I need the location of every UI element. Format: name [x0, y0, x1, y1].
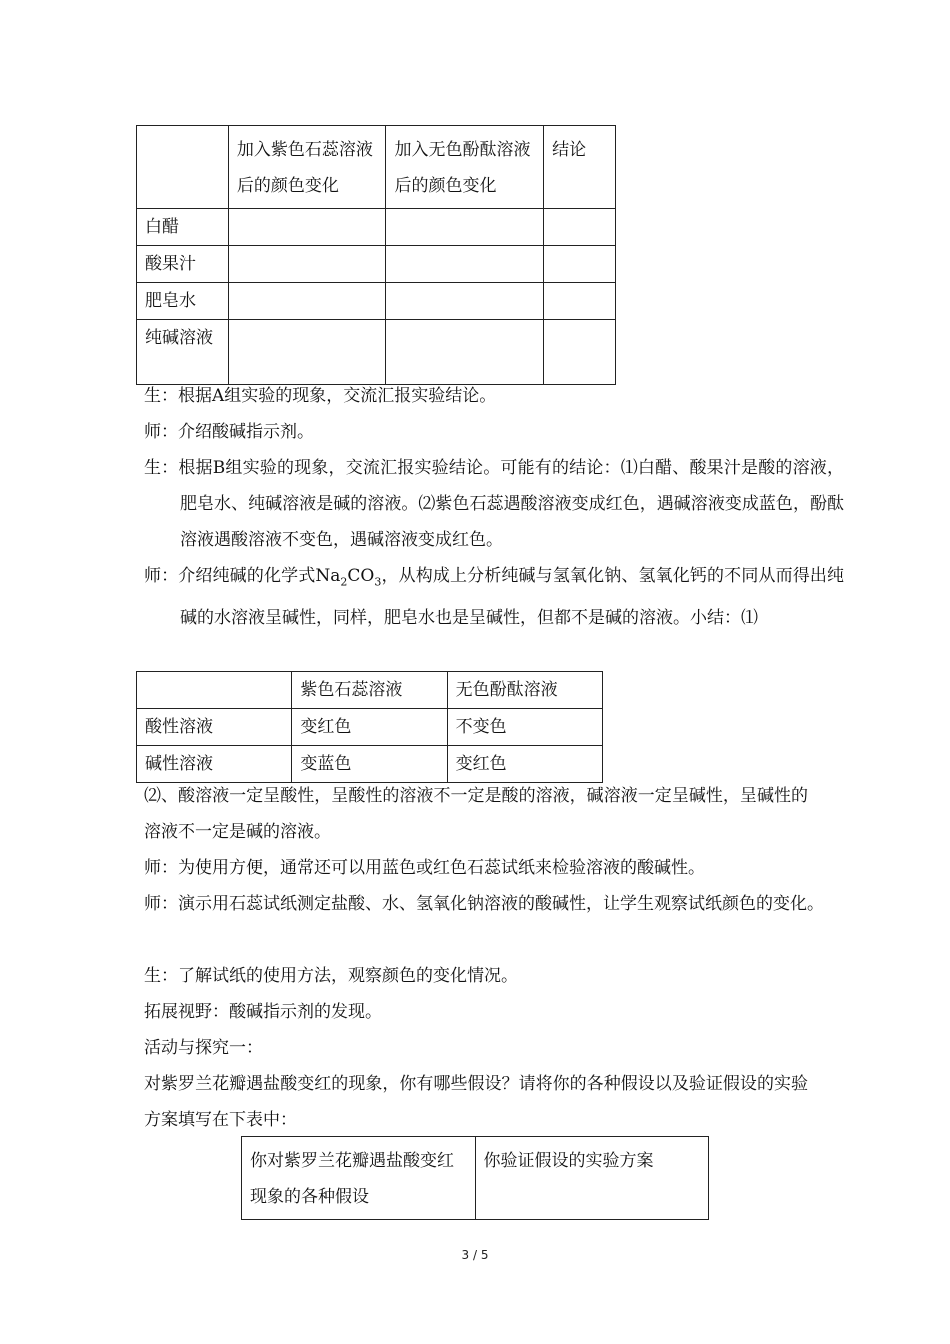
table-cell: [544, 320, 616, 385]
table-cell: [544, 209, 616, 246]
table-cell: [137, 672, 292, 709]
table-cell: [228, 246, 386, 283]
page-number: 3 / 5: [461, 1248, 489, 1262]
table-cell: 碱性溶液: [137, 746, 292, 783]
table-cell: 白醋: [137, 209, 229, 246]
table-cell: 酸性溶液: [137, 709, 292, 746]
table-cell: 紫色石蕊溶液: [292, 672, 447, 709]
paragraph: ⑵、酸溶液一定呈酸性，呈酸性的溶液不一定是酸的溶液，碱溶液一定呈碱性，呈碱性的溶液不一定是碱的溶液。: [144, 786, 808, 842]
text-span: ，从构成上分析纯碱与氢氧化钠、氢氧化钙的不同从而得出纯碱的水溶液呈碱性，同样，肥皂水也是呈碱性，但都不是碱的溶液。小结：⑴: [180, 566, 844, 629]
table-cell: 酸果汁: [137, 246, 229, 283]
paragraph: 生：根据A组实验的现象，交流汇报实验结论。: [144, 386, 497, 406]
table-cell: [386, 209, 544, 246]
table-cell: 变蓝色: [292, 746, 447, 783]
table-cell: [386, 283, 544, 320]
indicator-experiment-table: [136, 125, 616, 385]
table-cell: 结论: [544, 126, 616, 209]
table-cell: 加入紫色石蕊溶液后的颜色变化: [228, 126, 386, 209]
table-cell: [228, 209, 386, 246]
paragraph: 拓展视野：酸碱指示剂的发现。: [144, 1002, 382, 1022]
table-row: [137, 126, 616, 209]
table-cell: [228, 320, 386, 385]
table-cell: [386, 246, 544, 283]
table-cell: 肥皂水: [137, 283, 229, 320]
text-span: CO: [347, 566, 375, 586]
paragraph: 师：介绍酸碱指示剂。: [144, 422, 314, 442]
table-row: [137, 209, 616, 246]
indicator-summary-table: [136, 671, 603, 783]
table-cell: 你对紫罗兰花瓣遇盐酸变红现象的各种假设: [242, 1137, 476, 1220]
paragraph: 生：了解试纸的使用方法，观察颜色的变化情况。: [144, 966, 518, 986]
table-cell: [228, 283, 386, 320]
table-cell: [137, 126, 229, 209]
table-cell: [544, 246, 616, 283]
table-cell: 无色酚酞溶液: [447, 672, 602, 709]
text-span: 师：介绍纯碱的化学式Na: [144, 566, 341, 586]
subscript: 2: [340, 575, 348, 589]
table-row: [137, 246, 616, 283]
table-row: [137, 672, 603, 709]
table-row: [137, 320, 616, 385]
table-cell: 不变色: [447, 709, 602, 746]
table-cell: 变红色: [292, 709, 447, 746]
table-cell: 纯碱溶液: [137, 320, 229, 385]
paragraph: 师：演示用石蕊试纸测定盐酸、水、氢氧化钠溶液的酸碱性，让学生观察试纸颜色的变化。: [144, 894, 824, 914]
paragraph: 师：为使用方便，通常还可以用蓝色或红色石蕊试纸来检验溶液的酸碱性。: [144, 858, 705, 878]
table-cell: 变红色: [447, 746, 602, 783]
paragraph: [144, 558, 844, 636]
hypothesis-table: [241, 1136, 709, 1220]
table-row: [242, 1137, 709, 1220]
paragraph: 活动与探究一：: [144, 1038, 263, 1058]
table-row: [137, 709, 603, 746]
subscript: 3: [374, 575, 382, 589]
table-cell: 你验证假设的实验方案: [475, 1137, 709, 1220]
table-cell: 加入无色酚酞溶液后的颜色变化: [386, 126, 544, 209]
table-row: [137, 283, 616, 320]
paragraph: 生：根据B组实验的现象，交流汇报实验结论。可能有的结论：⑴白醋、酸果汁是酸的溶液，肥皂水、纯碱溶液是碱的溶液。⑵紫色石蕊遇酸溶液变成红色，遇碱溶液变成蓝色，酚酞溶液遇酸溶液不变色，遇碱溶液变成红色。: [144, 458, 844, 550]
table-row: [137, 746, 603, 783]
paragraph: 对紫罗兰花瓣遇盐酸变红的现象，你有哪些假设？请将你的各种假设以及验证假设的实验方案填写在下表中：: [144, 1074, 808, 1130]
table-cell: [544, 283, 616, 320]
table-cell: [386, 320, 544, 385]
